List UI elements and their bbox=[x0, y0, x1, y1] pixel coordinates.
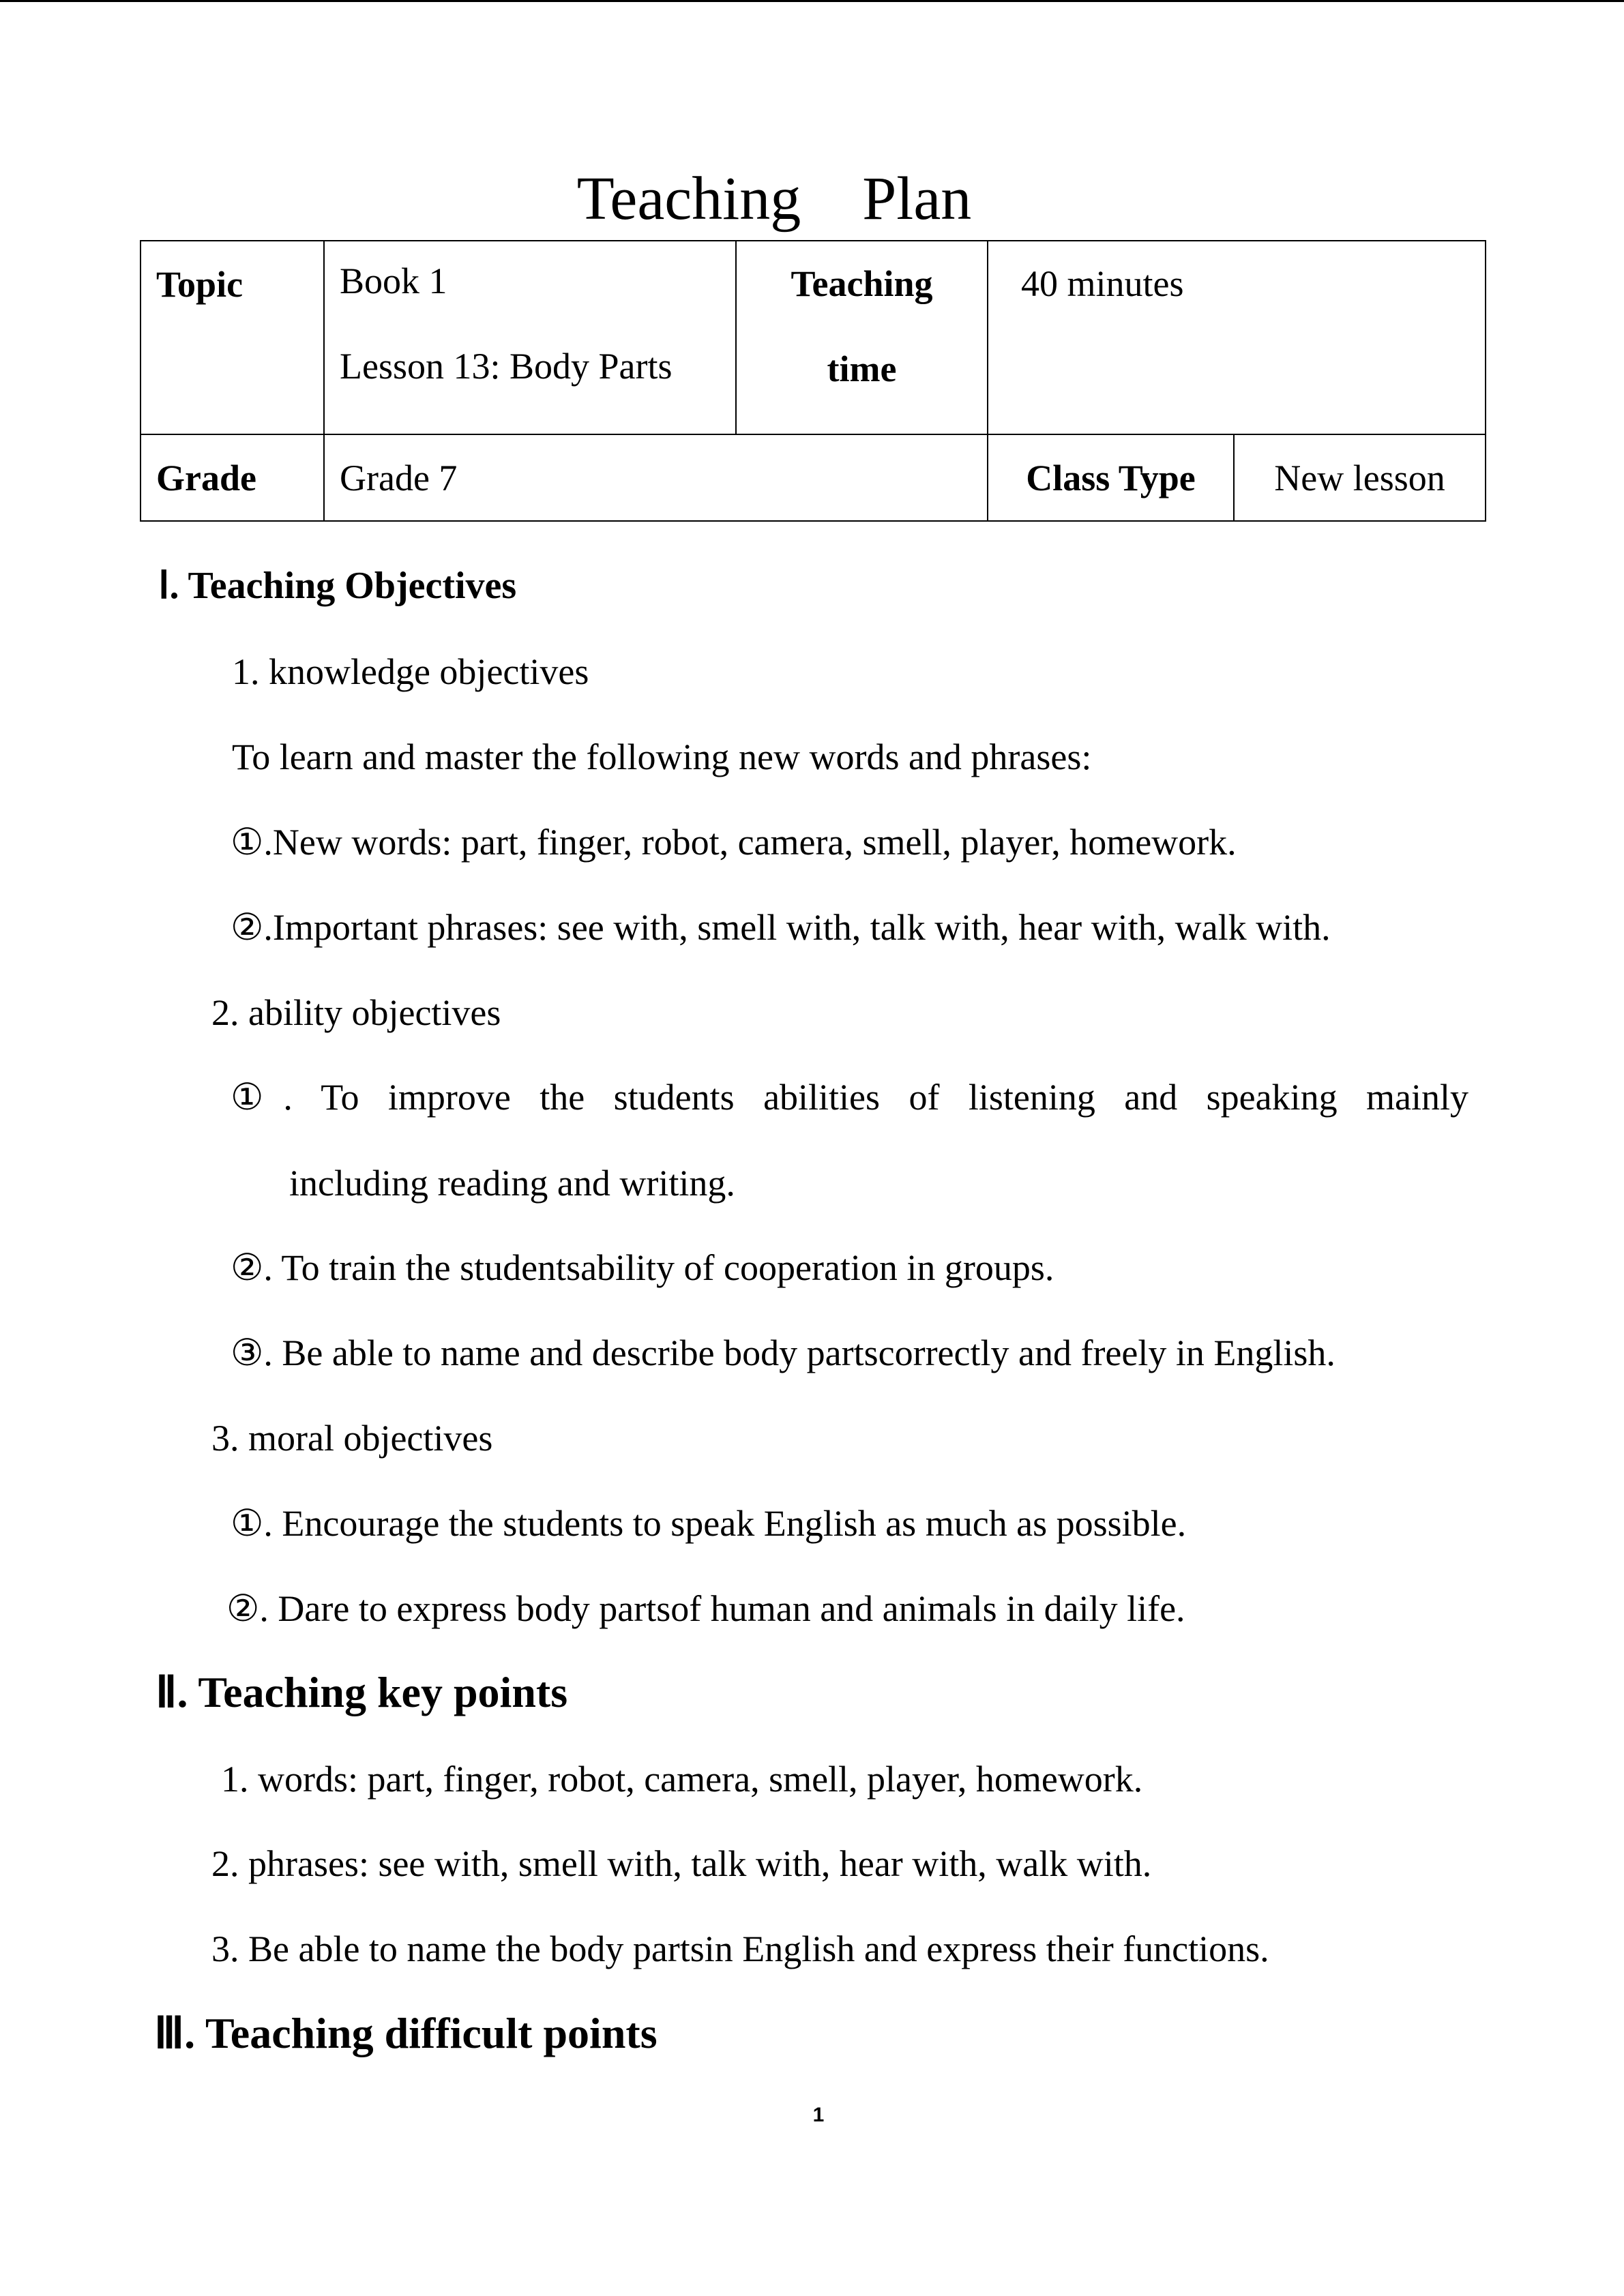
topic-book: Book 1 bbox=[340, 260, 447, 301]
ability-objectives-title: 2. ability objectives bbox=[211, 992, 501, 1033]
class-type-value: New lesson bbox=[1234, 434, 1486, 521]
topic-label: Topic bbox=[141, 241, 324, 434]
class-type-label: Class Type bbox=[988, 434, 1234, 521]
knowledge-objectives-title: 1. knowledge objectives bbox=[232, 651, 589, 692]
table-row bbox=[141, 434, 1486, 521]
key-point-3: 3. Be able to name the body partsin English and express their functions. bbox=[211, 1928, 1269, 1969]
grade-label: Grade bbox=[141, 434, 324, 521]
objectives-heading: Ⅰ. Teaching Objectives bbox=[158, 565, 517, 607]
table-row bbox=[141, 241, 1486, 434]
knowledge-item-new-words: ①.New words: part, finger, robot, camera, smell, player, homework. bbox=[231, 822, 1237, 863]
ability-item-2: ②. To train the studentsability of cooperation in groups. bbox=[231, 1247, 1054, 1288]
document-title: Teaching Plan bbox=[576, 165, 972, 233]
moral-objectives-title: 3. moral objectives bbox=[211, 1418, 493, 1459]
teaching-time-label-line1: Teaching bbox=[791, 263, 933, 304]
ability-item-1-line2: including reading and writing. bbox=[289, 1163, 735, 1204]
key-point-2: 2. phrases: see with, smell with, talk with, hear with, walk with. bbox=[211, 1843, 1152, 1884]
page-number: 1 bbox=[812, 2104, 825, 2126]
grade-value: Grade 7 bbox=[324, 434, 988, 521]
knowledge-item-phrases: ②.Important phrases: see with, smell with, talk with, hear with, walk with. bbox=[231, 907, 1331, 948]
teaching-time-label-line2: time bbox=[827, 348, 897, 389]
topic-lesson: Lesson 13: Body Parts bbox=[340, 346, 673, 387]
top-border-line bbox=[0, 0, 1624, 2]
moral-item-2: ②. Dare to express body partsof human and animals in daily life. bbox=[226, 1588, 1185, 1629]
key-point-1: 1. words: part, finger, robot, camera, smell, player, homework. bbox=[221, 1759, 1143, 1800]
knowledge-intro: To learn and master the following new words and phrases: bbox=[232, 736, 1092, 777]
lesson-info-table bbox=[140, 240, 1486, 522]
teaching-time-value: 40 minutes bbox=[1021, 263, 1184, 304]
topic-value bbox=[324, 241, 736, 434]
teaching-time-label bbox=[736, 241, 988, 434]
key-points-heading: Ⅱ. Teaching key points bbox=[156, 1668, 568, 1716]
difficult-points-heading: Ⅲ. Teaching difficult points bbox=[154, 2009, 658, 2057]
moral-item-1: ①. Encourage the students to speak English as much as possible. bbox=[231, 1503, 1187, 1544]
ability-item-3: ③. Be able to name and describe body partscorrectly and freely in English. bbox=[231, 1332, 1335, 1373]
teaching-time-value-cell bbox=[988, 241, 1486, 434]
ability-item-1-line1: ①. To improve the students abilities of listening and speaking mainly bbox=[231, 1077, 1468, 1118]
